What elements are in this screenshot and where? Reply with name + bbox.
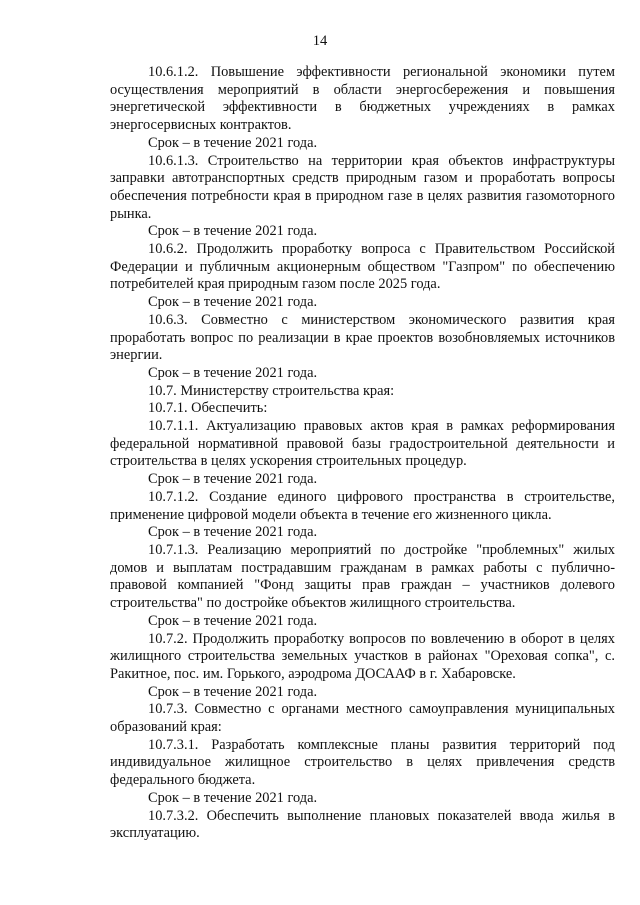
section-heading: 10.7. Министерству строительства края: (148, 382, 395, 399)
deadline-paragraph: Срок – в течение 2021 года. (148, 789, 318, 806)
paragraph: 10.7.3. Совместно с органами местного самоуправления муниципальных образований края: (110, 701, 615, 736)
deadline-paragraph: Срок – в течение 2021 года. (148, 294, 318, 311)
page-number: 14 (312, 33, 328, 49)
paragraph: 10.7.2. Продолжить проработку вопросов по вовлечению в оборот в целях жилищного строительства земельных участков в районах "Ореховая сопка", с. Ракитное, пос. им. Горького, аэродрома ДОСААФ в г. Хабаровске. (110, 630, 615, 682)
deadline-paragraph: Срок – в течение 2021 года. (148, 524, 318, 541)
paragraph: 10.6.1.3. Строительство на территории края объектов инфраструктуры заправки автотранспортных средств природным газом и проработать вопросы обеспечения потребности края в природном газе в целях развития газомоторного рынка. (110, 152, 615, 222)
subsection-heading: 10.7.1. Обеспечить: (148, 400, 268, 417)
paragraph: 10.7.3.1. Разработать комплексные планы развития территорий под индивидуальное жилищное строительство в целях привлечения средств федерального бюджета. (110, 736, 615, 789)
paragraph: 10.6.1.2. Повышение эффективности региональной экономики путем осуществления мероприятий в области энергосбережения и повышения энергетической эффективности в бюджетных учреждениях в рамках энергосервисных контрактов. (110, 64, 615, 134)
deadline-paragraph: Срок – в течение 2021 года. (148, 223, 318, 240)
document-body (110, 64, 615, 843)
deadline-paragraph: Срок – в течение 2021 года. (148, 134, 318, 151)
paragraph: 10.6.3. Совместно с министерством экономического развития края проработать вопрос по реализации в крае проектов возобновляемых источников энергии. (110, 311, 615, 364)
paragraph: 10.7.1.1. Актуализацию правовых актов края в рамках реформирования федеральной нормативной правовой базы градостроительной деятельности и строительства в целях ускорения строительных процедур. (110, 418, 615, 470)
deadline-paragraph: Срок – в течение 2021 года. (148, 683, 318, 700)
deadline-paragraph: Срок – в течение 2021 года. (148, 471, 318, 488)
paragraph: 10.7.1.3. Реализацию мероприятий по достройке "проблемных" жилых домов и выплатам пострадавшим гражданам в рамках работы с публично-правовой компанией "Фонд защиты прав граждан – участников долевого строительства" по достройке объектов жилищного строительства. (110, 541, 615, 612)
paragraph: 10.7.1.2. Создание единого цифрового пространства в строительстве, применение цифровой модели объекта в течение его жизненного цикла. (110, 488, 615, 523)
deadline-paragraph: Срок – в течение 2021 года. (148, 364, 318, 381)
deadline-paragraph: Срок – в течение 2021 года. (148, 612, 318, 629)
paragraph: 10.7.3.2. Обеспечить выполнение плановых показателей ввода жилья в эксплуатацию. (110, 807, 615, 842)
paragraph: 10.6.2. Продолжить проработку вопроса с Правительством Российской Федерации и публичным акционерным обществом "Газпром" по обеспечению потребителей края природным газом после 2025 года. (110, 241, 615, 293)
